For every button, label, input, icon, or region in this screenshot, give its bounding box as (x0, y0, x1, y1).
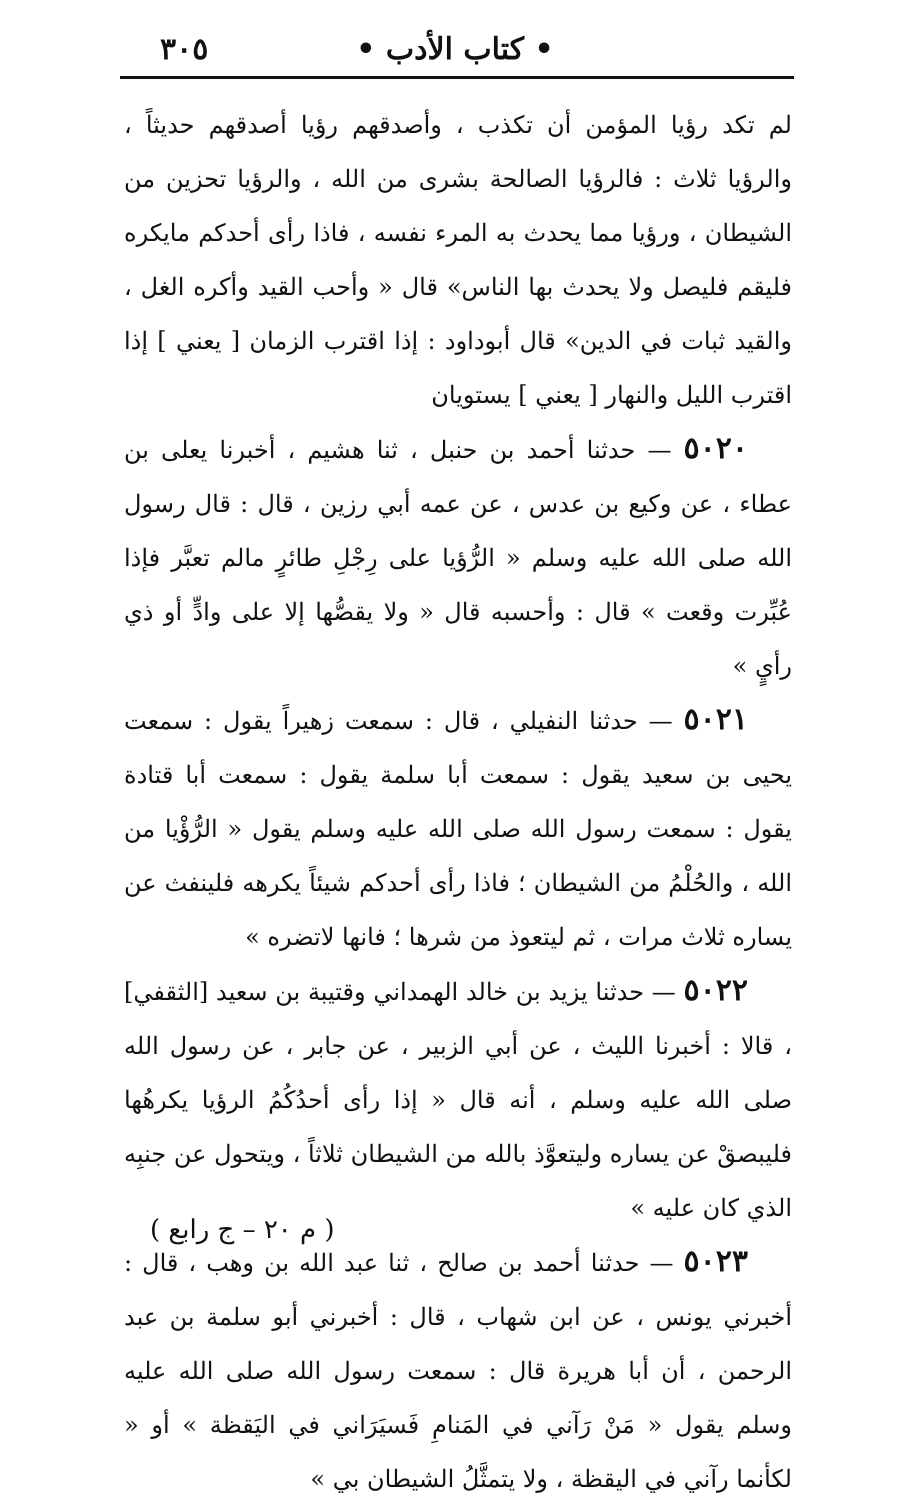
paragraph-text: — حدثنا يزيد بن خالد الهمداني وقتيبة بن سعيد [الثقفي] ، قالا : أخبرنا الليث ، عن أبي الزبير ، عن جابر ، عن رسول الله صلى الله عليه وسلم ، أنه قال « إذا رأى أحدُكُمُ الرؤيا يكرهُها فليبصقْ عن يساره وليتعوَّذ بالله من الشيطان ثلاثاً ، ويتحول عن جنبِه الذي كان عليه » (124, 978, 792, 1222)
header-rule (120, 76, 794, 79)
hadith-number: ٥٠٢٢ (683, 973, 748, 1008)
signature-mark: ( م ٢٠ – ج رابع ) (150, 1215, 335, 1245)
hadith-5021 (124, 693, 792, 964)
paragraph-text: لم تكد رؤيا المؤمن أن تكذب ، وأصدقهم رؤيا أصدقهم حديثاً ، والرؤيا ثلاث : فالرؤيا الصالحة بشرى من الله ، والرؤيا تحزين من الشيطان ، ورؤيا مما يحدث به المرء نفسه ، فاذا رأى أحدكم مايكره فليقم فليصل ولا يحدث بها الناس» قال « وأحب القيد وأكره الغل ، والقيد ثبات في الدين» قال أبوداود : إذا اقترب الزمان [ يعني ] إذا اقترب الليل والنهار [ يعني ] يستويان (124, 111, 792, 409)
hadith-5020 (124, 422, 792, 693)
hadith-number: ٥٠٢٣ (683, 1244, 748, 1279)
book-title: • كتاب الأدب • (356, 32, 554, 67)
paragraph-text: — حدثنا أحمد بن صالح ، ثنا عبد الله بن وهب ، قال : أخبرني يونس ، عن ابن شهاب ، قال : أخبرني أبو سلمة بن عبد الرحمن ، أن أبا هريرة قال : سمعت رسول الله صلى الله عليه وسلم يقول « مَنْ رَآني في المَنامِ فَسيَرَاني في اليَقظة » أو « لكأنما رآني في اليقظة ، ولا يتمثَّلُ الشيطان بي » (124, 1249, 792, 1493)
paragraph-continuation (124, 98, 792, 422)
hadith-number: ٥٠٢٠ (683, 431, 748, 466)
hadith-5022 (124, 964, 792, 1235)
page-body (124, 98, 792, 1506)
page-header (120, 30, 790, 72)
hadith-number: ٥٠٢١ (683, 702, 748, 737)
hadith-5023 (124, 1235, 792, 1506)
page-number: ٣٠٥ (160, 32, 209, 67)
paragraph-text: — حدثنا أحمد بن حنبل ، ثنا هشيم ، أخبرنا يعلى بن عطاء ، عن وكيع بن عدس ، عن عمه أبي رزين ، قال : قال رسول الله صلى الله عليه وسلم « الرُّؤيا على رِجْلِ طائرٍ مالم تعبَّر فإذا عُبِّرت وقعت » قال : وأحسبه قال « ولا يقصُّها إلا على وادٍّ أو ذي رأيٍ » (124, 436, 792, 680)
paragraph-text: — حدثنا النفيلي ، قال : سمعت زهيراً يقول : سمعت يحيى بن سعيد يقول : سمعت أبا سلمة يقول : سمعت أبا قتادة يقول : سمعت رسول الله صلى الله عليه وسلم يقول « الرُّؤْيا من الله ، والحُلْمُ من الشيطان ؛ فاذا رأى أحدكم شيئاً يكرهه فلينفث عن يساره ثلاث مرات ، ثم ليتعوذ من شرها ؛ فانها لاتضره » (124, 707, 792, 951)
